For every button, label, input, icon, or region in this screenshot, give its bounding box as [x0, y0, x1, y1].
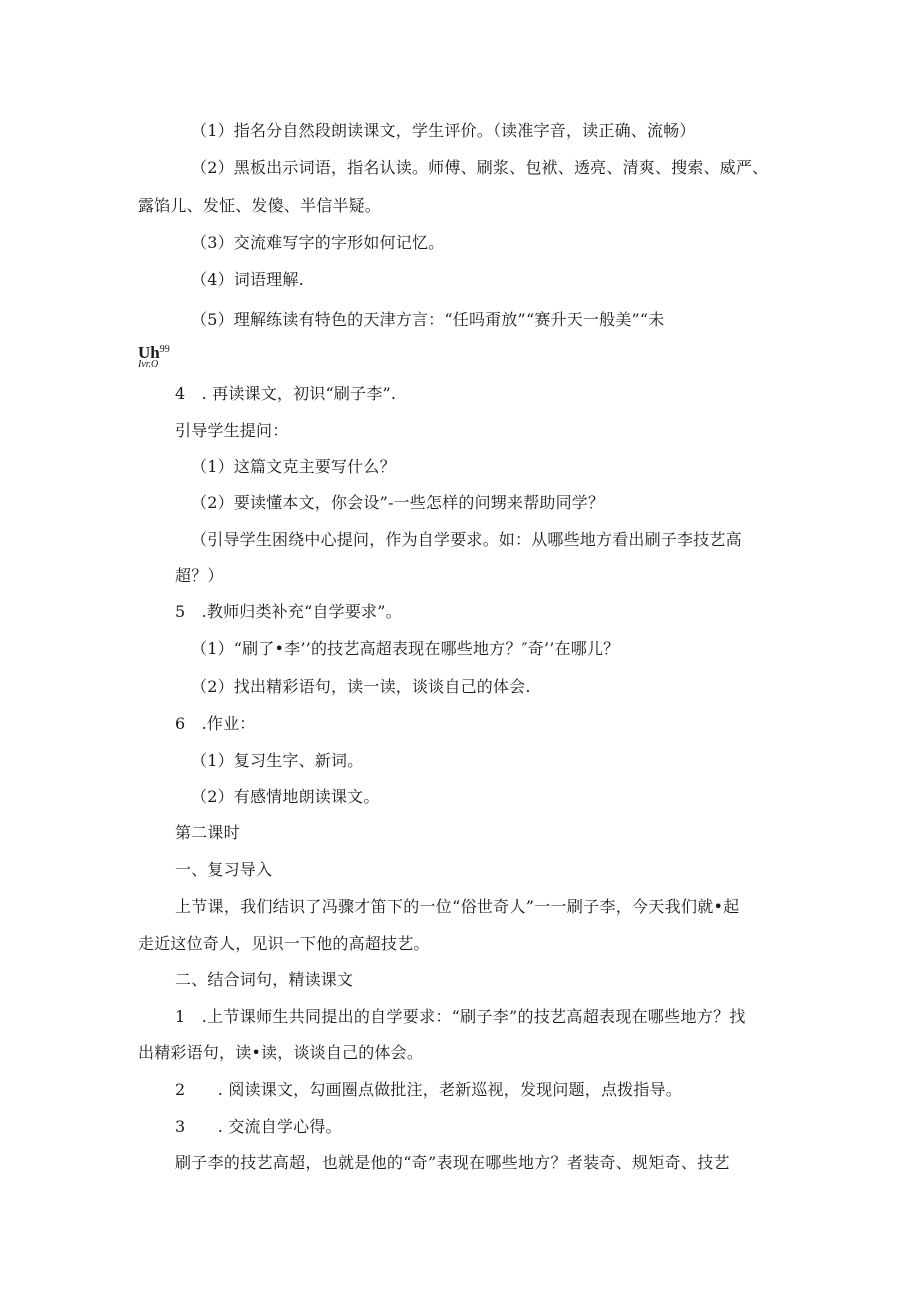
paragraph-line: （4）词语理解. [191, 270, 304, 289]
paragraph-line: （2）找出精彩语句，读一读，谈谈自己的体会. [191, 677, 531, 696]
garbled-subtext: Ivr.O [138, 359, 159, 370]
paragraph-line: 1 .上节课师生共同提出的自学要求：“刷子李”的技艺高超表现在哪些地方？找 [175, 1007, 746, 1026]
paragraph-line: （1）复习生字、新词。 [191, 751, 364, 770]
garbled-superscript: 99 [159, 344, 170, 355]
section-heading: 5 .教师归类补充“自学要求”。 [175, 602, 402, 621]
section-heading: 二、结合词句，精读课文 [175, 970, 354, 989]
paragraph-line: 超？） [175, 566, 224, 585]
section-heading: 4 . 再读课文，初识“刷子李”. [175, 384, 397, 403]
paragraph-line: （2）有感情地朗读课文。 [191, 787, 380, 806]
paragraph-line: 刷子李的技艺高超，也就是他的“奇”表现在哪些地方？者装奇、规矩奇、技艺 [175, 1153, 730, 1172]
paragraph-line: （1）“刷了•李’’的技艺高超表现在哪些地方？″奇’’在哪儿？ [191, 639, 620, 658]
section-heading: 6 .作业： [175, 714, 256, 733]
paragraph-line: 走近这位奇人，见识一下他的高超技艺。 [138, 934, 430, 953]
paragraph-line: （3）交流难写字的字形如何记忆。 [191, 233, 445, 252]
paragraph-line: （1）这篇文克主要写什么？ [191, 457, 396, 476]
paragraph-line: 引导学生提问： [175, 421, 289, 440]
section-heading: 一、复习导入 [175, 860, 273, 879]
paragraph-line: （5）理解练读有特色的天津方言：“任吗甭放”“赛升天一般美”“未 [191, 310, 665, 329]
paragraph-line: 2 . 阅读课文，勾画圈点做批注，老新巡视，发现问题，点拨指导。 [175, 1080, 682, 1099]
paragraph-line: 露馅儿、发怔、发傻、半信半疑。 [138, 196, 382, 215]
garbled-text: Uh$^{99}$ [138, 343, 170, 362]
paragraph-line: 上节课，我们结识了冯骤才笛下的一位“俗世奇人”一一刷子李，今天我们就•起 [175, 897, 740, 916]
paragraph-line: 3 . 交流自学心得。 [175, 1117, 342, 1136]
paragraph-line: 出精彩语句，读•读，谈谈自己的体会。 [138, 1043, 424, 1062]
lesson-heading: 第二课时 [175, 823, 240, 842]
paragraph-line: （1）指名分自然段朗读课文，学生评价。（读准字音，读正确、流畅） [191, 121, 696, 140]
paragraph-line: （引导学生困绕中心提问，作为自学要求。如：从哪些地方看出刷子李技艺高 [191, 530, 742, 549]
paragraph-line: （2）要读懂本文，你会设”-一些怎样的问甥来帮助同学？ [191, 493, 605, 512]
paragraph-line: （2）黑板出示词语，指名认读。师傅、刷浆、包袱、透亮、清爽、搜索、威严、 [191, 158, 769, 177]
